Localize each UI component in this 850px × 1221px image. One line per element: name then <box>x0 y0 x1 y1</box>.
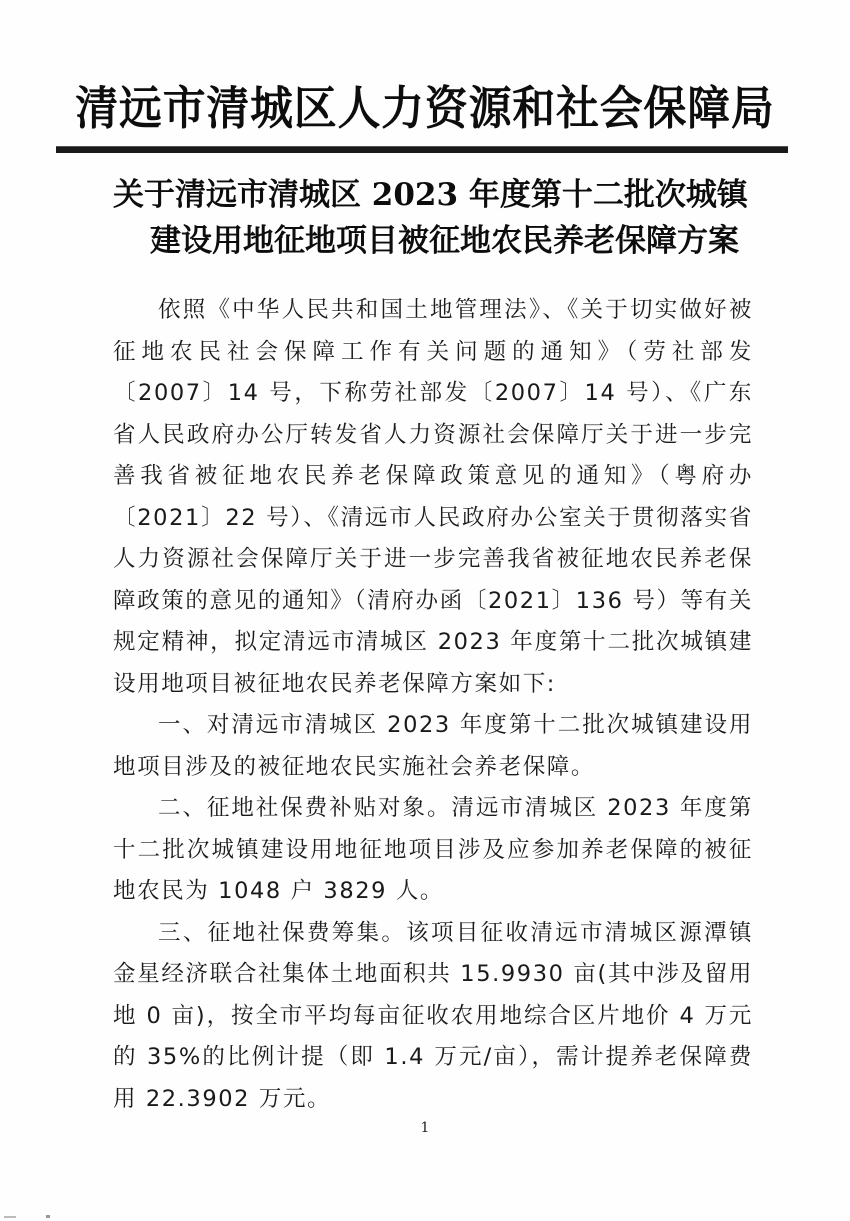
document-title-line-2: 建设用地征地项目被征地农民养老保障方案 <box>150 223 739 259</box>
scan-artifact <box>46 1215 50 1218</box>
paragraph-section-2: 二、征地社保费补贴对象。清远市清城区 2023 年度第十二批次城镇建设用地征地项目涉及应参加养老保障的被征地农民为 1048 户 3829 人。 <box>113 795 753 904</box>
paragraph-preamble: 依照《中华人民共和国土地管理法》、《关于切实做好被征地农民社会保障工作有关问题的通知》（劳社部发〔2007〕14 号，下称劳社部发〔2007〕14 号）、《广东省人民政府办公厅转发省人力资源社会保障厅关于进一步完善我省被征地农民养老保障政策意见的通知》（粤府办〔2021〕22 号）、《清远市人民政府办公室关于贯彻落实省人力资源社会保障厅关于进一步完善我省被征地农民养老保障政策的意见的通知》（清府办函〔2021〕136 号）等有关规定精神，拟定清远市清城区 2023 年度第十二批次城镇建设用地项目被征地农民养老保障方案如下: <box>113 297 753 697</box>
page-number: 1 <box>420 1120 430 1136</box>
scan-artifact <box>4 1216 16 1218</box>
organization-header: 清远市清城区人力资源和社会保障局 <box>75 81 775 135</box>
document-body <box>113 290 753 1120</box>
header-divider <box>56 146 788 153</box>
document-title-line-1: 关于清远市清城区 2023 年度第十二批次城镇 <box>113 177 748 213</box>
paragraph-section-3: 三、征地社保费筹集。该项目征收清远市清城区源潭镇金星经济联合社集体土地面积共 15.9930 亩(其中涉及留用地 0 亩)，按全市平均每亩征收农用地综合区片地价 4 万元的 35%的比例计提（即 1.4 万元/亩），需计提养老保障费用 22.3902 万元。 <box>113 919 753 1112</box>
paragraph-section-1: 一、对清远市清城区 2023 年度第十二批次城镇建设用地项目涉及的被征地农民实施社会养老保障。 <box>113 712 753 780</box>
